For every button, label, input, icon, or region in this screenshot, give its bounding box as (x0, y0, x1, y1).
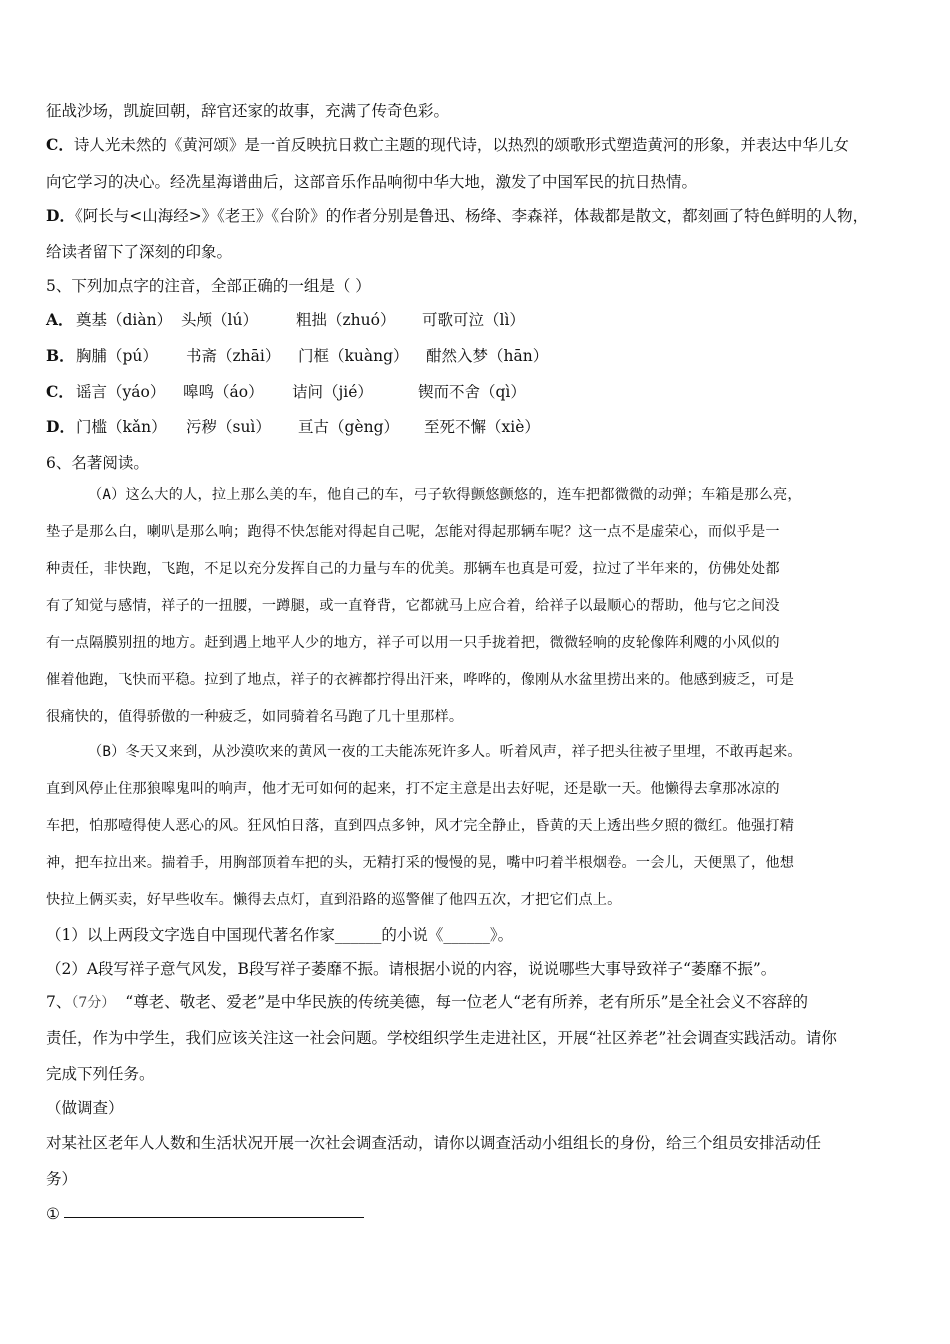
q5-option-b-item4: 酣然入梦（hān） (426, 347, 549, 365)
q5-option-b-label: B． (46, 346, 75, 365)
q7-task-line2: 务） (46, 1170, 78, 1188)
q4-option-c-line2: 向它学习的决心。经冼星海谱曲后，这部音乐作品响彻中华大地，激发了中国军民的抗日热情。 (46, 173, 698, 191)
q5-option-d-item4: 至死不懈（xiè） (424, 418, 540, 436)
passage-a-line: 种责任，非快跑，飞跑，不足以充分发挥自己的力量与车的优美。那辆车也真是可爱，拉过了半年来的，仿佛处处都 (46, 561, 780, 577)
q5-option-c-label: C． (46, 382, 74, 401)
q7-blank-marker: ① (46, 1205, 60, 1223)
q5-option-a-item1: 奠基（diàn） (76, 311, 173, 329)
q5-option-c-item1: 谣言（yáo） (76, 383, 166, 401)
q4-option-c-text: 诗人光未然的《黄河颂》是一首反映抗日救亡主题的现代诗，以热烈的颂歌形式塑造黄河的形象，并表达中华儿女 (73, 136, 849, 154)
q7-line1-text: “尊老、敬老、爱老”是中华民族的传统美德，每一位老人“老有所养，老有所乐”是全社会义不容辞的 (125, 993, 808, 1011)
passage-a-line: 有了知觉与感情，祥子的一扭腰，一蹲腿，或一直脊背，它都就马上应合着，给祥子以最顺心的帮助，他与它之间没 (46, 598, 780, 614)
q5-stem: 5、下列加点字的注音，全部正确的一组是（ ） (46, 277, 371, 295)
q4-option-c-label: C． (46, 135, 74, 154)
passage-b-line: 神，把车拉出来。揣着手，用胸部顶着车把的头，无精打采的慢慢的晃，嘴中叼着半根烟卷。一会儿，天便黑了，他想 (46, 855, 795, 871)
q7-line3: 完成下列任务。 (46, 1065, 155, 1083)
q7-number: 7、 (46, 993, 72, 1011)
q4-option-d-line2: 给读者留下了深刻的印象。 (46, 243, 233, 261)
q5-option-a-label: A． (46, 310, 74, 329)
q5-option-c-item3: 诘问（jié） (292, 383, 373, 401)
q5-option-b-item3: 门框（kuàng） (298, 347, 409, 365)
q5-option-d-label: D． (46, 417, 75, 436)
q4-option-c-line1 (46, 134, 906, 156)
prev-question-tail: 征战沙场，凯旋回朝，辞官还家的故事，充满了传奇色彩。 (46, 102, 450, 120)
q5-option-b-item2: 书斋（zhāi） (186, 347, 281, 365)
passage-a-line: 有一点隔膜别扭的地方。赶到遇上地平人少的地方，祥子可以用一只手拢着把，微微轻响的皮轮像阵利飕的小风似的 (46, 635, 780, 651)
q6-sub1: （1）以上两段文字选自中国现代著名作家______的小说《______》。 (46, 926, 514, 944)
passage-b-line: 直到风停止住那狼嗥鬼叫的响声，他才无可如何的起来，打不定主意是出去好呢，还是歇一天。他懒得去拿那冰凉的 (46, 781, 780, 797)
q7-score: （7分） (71, 995, 116, 1011)
q5-option-a-item3: 粗拙（zhuó） (296, 311, 396, 329)
q7-section-title: （做调查） (46, 1099, 124, 1117)
q6-stem: 6、名著阅读。 (46, 454, 149, 472)
q5-option-d-item2: 污秽（suì） (186, 418, 271, 436)
passage-a-line: 催着他跑，飞快而平稳。拉到了地点，祥子的衣裤都拧得出汗来，哗哗的，像刚从水盆里捞出来的。他感到疲乏，可是 (46, 672, 795, 688)
q5-option-b-item1: 胸脯（pú） (76, 347, 158, 365)
q5-option-c-item2: 嗥鸣（áo） (183, 383, 264, 401)
q7-line1 (46, 991, 906, 1014)
q5-option-a-item4: 可歌可泣（lì） (422, 311, 525, 329)
passage-a-line: 很痛快的，值得骄傲的一种疲乏，如同骑着名马跑了几十里那样。 (46, 709, 464, 725)
q6-sub2: （2）A段写祥子意气风发，B段写祥子萎靡不振。请根据小说的内容，说说哪些大事导致祥子“萎靡不振”。 (46, 960, 777, 978)
q5-option-d-item3: 亘古（gèng） (298, 418, 400, 436)
q4-option-d-line1 (46, 205, 906, 227)
answer-blank-line[interactable] (64, 1217, 364, 1218)
passage-a-line: （A）这么大的人，拉上那么美的车，他自己的车，弓子软得颤悠颤悠的，连车把都微微的动弹；车箱是那么亮， (88, 487, 802, 503)
q7-task-line1: 对某社区老年人人数和生活状况开展一次社会调查活动，请你以调查活动小组组长的身份，给三个组员安排活动任 (46, 1134, 822, 1152)
passage-a-line: 垫子是那么白，喇叭是那么响；跑得不快怎能对得起自己呢，怎能对得起那辆车呢？这一点不是虚荣心，而似乎是一 (46, 524, 780, 540)
passage-b-line: （B）冬天又来到，从沙漠吹来的黄风一夜的工夫能冻死许多人。听着风声，祥子把头往被子里埋，不敢再起来。 (88, 744, 802, 760)
q5-option-d-item1: 门槛（kǎn） (76, 418, 167, 436)
q7-line2: 责任，作为中学生，我们应该关注这一社会问题。学校组织学生走进社区，开展“社区养老”社会调查实践活动。请你 (46, 1029, 837, 1047)
q4-option-d-text: 《阿长与<山海经>》《老王》《台阶》的作者分别是鲁迅、杨绛、李森祥，体裁都是散文，都刻画了特色鲜明的人物， (74, 207, 869, 225)
q5-option-c-item4: 锲而不舍（qì） (418, 383, 526, 401)
q4-option-d-label: D． (46, 206, 75, 225)
passage-b-line: 车把，怕那噎得使人恶心的风。狂风怕日落，直到四点多钟，风才完全静止，昏黄的天上透出些夕照的微红。他强打精 (46, 818, 795, 834)
q5-option-a-item2: 头颅（lú） (181, 311, 258, 329)
passage-b-line: 快拉上俩买卖，好早些收车。懒得去点灯，直到沿路的巡警催了他四五次，才把它们点上。 (46, 892, 622, 908)
